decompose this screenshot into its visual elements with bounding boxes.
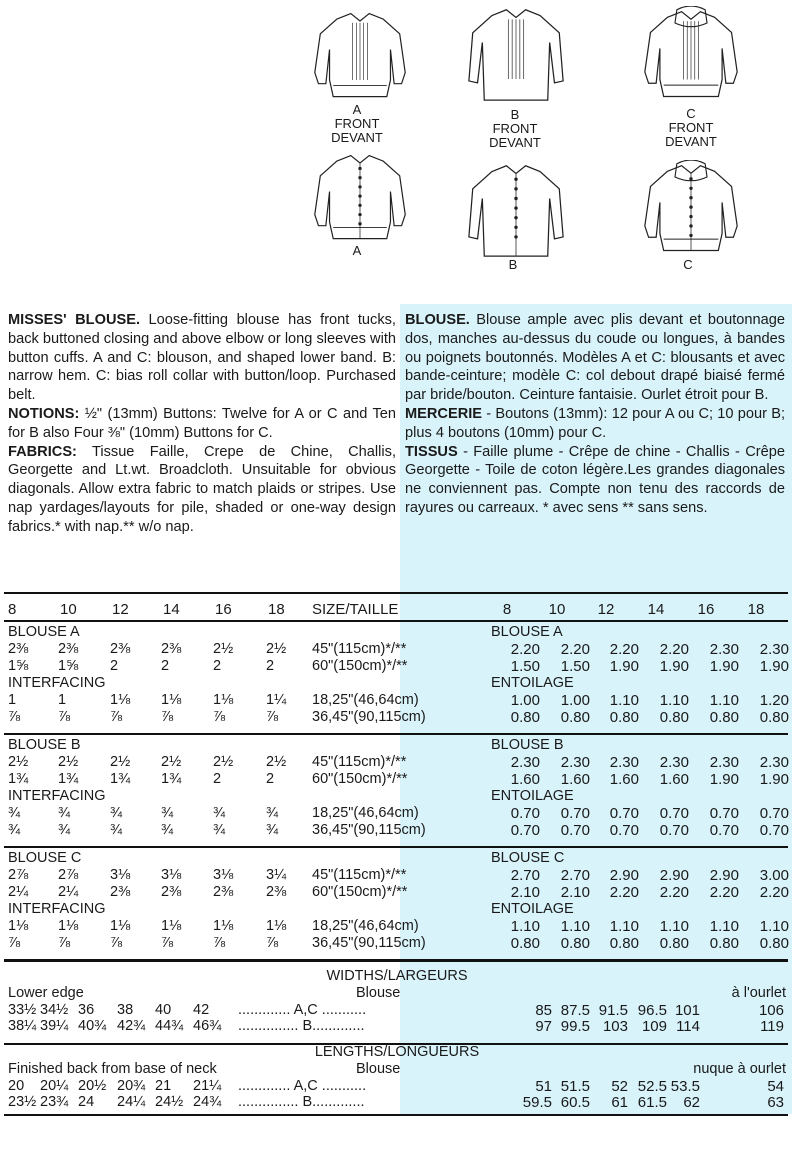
interfacing-row-en: ¾	[8, 805, 21, 821]
size-label: SIZE/TAILLE	[312, 601, 399, 618]
interfacing-row-en: 1⅛	[161, 918, 182, 934]
interfacing-row-metric: 1.10	[560, 918, 590, 935]
lengths-value-cm: 62	[683, 1094, 700, 1111]
interfacing-row-metric: 0.70	[560, 805, 590, 822]
notions-label: NOTIONS:	[8, 405, 80, 422]
view-label-line: C	[686, 106, 696, 121]
fabric-row-en: 1⅝	[8, 658, 29, 674]
interfacing-row-en: ⅞	[58, 709, 71, 725]
interfacing-row-metric: 0.70	[709, 805, 739, 822]
fabric-row-width: 60"(150cm)*/**	[312, 884, 408, 900]
interfacing-label: INTERFACING	[8, 901, 106, 917]
interfacing-row-width: 18,25"(46,64cm)	[312, 692, 419, 708]
lengths-value-cm: 52	[611, 1078, 628, 1095]
blouse-c-back-label	[643, 258, 733, 272]
interfacing-row-width: 18,25"(46,64cm)	[312, 918, 419, 934]
lengths-value-cm: 61.5	[637, 1094, 667, 1111]
fabric-row-metric: 2.30	[609, 754, 639, 771]
fabric-row-metric: 2.30	[709, 754, 739, 771]
fabric-row-metric: 1.90	[759, 658, 789, 675]
interfacing-row-metric: 0.80	[759, 709, 789, 726]
interfacing-row-metric: 0.80	[510, 709, 540, 726]
widths-value-en: 40	[155, 1002, 172, 1018]
interfacing-row-en: ⅞	[110, 709, 123, 725]
size-header: 18	[747, 601, 765, 618]
fabric-row-metric: 2.30	[510, 754, 540, 771]
interfacing-row-en: 1⅛	[58, 918, 79, 934]
interfacing-row-metric: 0.80	[659, 709, 689, 726]
widths-value-en: 34½	[40, 1002, 69, 1018]
fabric-row-en: 2¼	[58, 884, 79, 900]
fabric-row-metric: 2.30	[560, 754, 590, 771]
lengths-view: ............. A,C ...........	[238, 1078, 367, 1094]
fabric-row-metric: 2.10	[510, 884, 540, 901]
widths-value-cm: 103	[602, 1018, 628, 1035]
interfacing-row-en: 1⅛	[110, 918, 131, 934]
fabric-row-en: 3⅛	[161, 867, 182, 883]
fabric-row-en: 1¾	[161, 771, 182, 787]
notions-text: ½" (13mm) Buttons: Twelve for A or C and Ten for B also Four ⅜" (10mm) Buttons for C.	[8, 405, 396, 441]
table-rule	[4, 733, 788, 735]
interfacing-row-en: ¾	[110, 805, 123, 821]
lengths-value-cm: 51.5	[560, 1078, 590, 1095]
interfacing-row-metric: 0.80	[709, 935, 739, 952]
widths-value-en: 39¼	[40, 1018, 69, 1034]
interfacing-label: INTERFACING	[8, 675, 106, 691]
blouse-b-front-label	[470, 108, 560, 150]
widths-mid-heading: Blouse	[356, 985, 401, 1001]
fabric-row-metric: 2.70	[560, 867, 590, 884]
lengths-value-en: 20¾	[117, 1078, 146, 1094]
interfacing-row-metric: 0.70	[560, 822, 590, 839]
interfacing-row-metric: 0.80	[759, 935, 789, 952]
interfacing-row-width: 36,45"(90,115cm)	[312, 709, 426, 725]
widths-value-cm: 119	[760, 1018, 784, 1035]
fabric-row-en: 2⅜	[8, 641, 29, 657]
widths-value-cm: 97	[535, 1018, 552, 1035]
fabric-row-en: 2½	[213, 641, 234, 657]
interfacing-row-metric: 1.00	[560, 692, 590, 709]
fabric-row-width: 45"(115cm)*/**	[312, 867, 407, 883]
section-title: BLOUSE B	[491, 737, 564, 753]
interfacing-row-en: ⅞	[266, 709, 279, 725]
interfacing-row-en: 1⅛	[110, 692, 131, 708]
fabrics-text: Tissue Faille, Crepe de Chine, Challis, Georgette and Lt.wt. Broadcloth. Unsuitable for obvious diagonals. Allow extra fabric to match plaids or stripes. Use nap yardages/layouts for pile, shaded or one-way design fabrics.* with nap.** w/o nap.	[8, 443, 396, 535]
interfacing-row-metric: 0.70	[510, 805, 540, 822]
widths-view: ............... B.............	[238, 1018, 365, 1034]
size-header: 16	[697, 601, 715, 618]
fabric-row-en: 3¼	[266, 867, 287, 883]
fabric-row-metric: 1.90	[609, 658, 639, 675]
widths-value-cm: 87.5	[560, 1002, 590, 1019]
widths-value-en: 42	[193, 1002, 210, 1018]
lengths-value-cm: 54	[767, 1078, 784, 1095]
section-title: BLOUSE A	[8, 624, 80, 640]
fabric-row-en: 2⅜	[266, 884, 287, 900]
interfacing-row-metric: 0.80	[609, 935, 639, 952]
widths-value-en: 40¾	[78, 1018, 107, 1034]
widths-view: ............. A,C ...........	[238, 1002, 367, 1018]
description-body: Blouse ample avec plis devant et boutonnage dos, manches au-dessus du coude ou longues, à bandes ou poignets boutonnés. Modèles A et C: blousants et avec bande-ceinture; modèle C: col debout drapé biaisé fermé par bride/bouton. Ceinture fantaisie. Ourlet étroit pour B.	[405, 312, 785, 404]
lengths-value-en: 24	[78, 1094, 95, 1110]
fabric-row-en: 2	[110, 658, 119, 674]
lengths-value-cm: 63	[767, 1094, 784, 1111]
interfacing-row-metric: 0.80	[560, 935, 590, 952]
fabric-row-metric: 2.30	[759, 641, 789, 658]
interfacing-row-metric: 0.70	[759, 805, 789, 822]
description-title: MISSES' BLOUSE.	[8, 312, 141, 328]
fabric-row-metric: 2.20	[560, 641, 590, 658]
fabric-row-en: 1¾	[58, 771, 79, 787]
lengths-title: LENGTHS/LONGUEURS	[314, 1044, 480, 1060]
interfacing-row-metric: 0.80	[709, 709, 739, 726]
blouse-a-front-drawing	[305, 8, 415, 104]
fabric-row-metric: 1.50	[560, 658, 590, 675]
fabric-row-en: 2⅞	[58, 867, 79, 883]
table-rule	[4, 620, 788, 622]
fabric-row-en: 2⅜	[110, 884, 131, 900]
interfacing-row-metric: 1.20	[759, 692, 789, 709]
interfacing-row-en: 1	[8, 692, 17, 708]
notions-label: MERCERIE	[405, 405, 483, 422]
view-label-line: B	[508, 257, 518, 272]
fabric-row-en: 2½	[110, 754, 131, 770]
size-header: 10	[548, 601, 566, 618]
notions-text: - Boutons (13mm): 12 pour A ou C; 10 pour B; plus 4 boutons (10mm) pour C.	[405, 405, 785, 441]
interfacing-row-en: 1¼	[266, 692, 287, 708]
blouse-a-front-label	[312, 103, 402, 145]
view-label-line: A	[352, 102, 362, 117]
blouse-c-front-label	[646, 107, 736, 149]
lengths-value-en: 23½	[8, 1094, 37, 1110]
widths-value-en: 46¾	[193, 1018, 222, 1034]
size-header: 18	[268, 601, 285, 618]
interfacing-row-metric: 1.10	[709, 692, 739, 709]
interfacing-row-metric: 0.70	[609, 822, 639, 839]
interfacing-row-metric: 1.10	[709, 918, 739, 935]
size-header: 8	[8, 601, 17, 618]
interfacing-row-en: ¾	[161, 822, 174, 838]
size-header: 16	[215, 601, 232, 618]
fabric-row-metric: 2.20	[609, 884, 639, 901]
interfacing-row-en: ¾	[8, 822, 21, 838]
lengths-value-en: 21¼	[193, 1078, 222, 1094]
table-rule	[4, 959, 788, 962]
lengths-value-cm: 53.5	[670, 1078, 700, 1095]
fabric-row-metric: 1.90	[709, 771, 739, 788]
widths-value-en: 36	[78, 1002, 95, 1018]
widths-left-heading: Lower edge	[8, 985, 84, 1001]
description-english	[8, 311, 396, 537]
widths-title: WIDTHS/LARGEURS	[326, 968, 468, 984]
view-label-line: DEVANT	[665, 134, 717, 149]
interfacing-row-en: 1⅛	[213, 692, 234, 708]
widths-value-cm: 99.5	[560, 1018, 590, 1035]
fabric-row-metric: 1.60	[659, 771, 689, 788]
widths-value-cm: 106	[758, 1002, 784, 1019]
widths-value-en: 44¾	[155, 1018, 184, 1034]
lengths-mid-heading: Blouse	[356, 1061, 401, 1077]
blouse-a-back-drawing	[305, 150, 415, 246]
blouse-b-back-label	[468, 258, 558, 272]
lengths-value-cm: 51	[535, 1078, 552, 1095]
interfacing-row-en: ⅞	[8, 935, 21, 951]
interfacing-row-en: ⅞	[161, 709, 174, 725]
table-rule	[4, 1114, 788, 1116]
interfacing-row-en: ¾	[266, 822, 279, 838]
fabric-row-metric: 2.90	[659, 867, 689, 884]
fabric-row-metric: 2.70	[510, 867, 540, 884]
blouse-c-front-drawing	[636, 6, 746, 104]
interfacing-row-metric: 0.70	[659, 805, 689, 822]
fabric-row-en: 2⅜	[213, 884, 234, 900]
lengths-value-en: 20	[8, 1078, 25, 1094]
fabric-row-en: 2	[266, 658, 275, 674]
lengths-value-cm: 52.5	[637, 1078, 667, 1095]
fabric-row-en: 2	[213, 658, 222, 674]
interfacing-label: INTERFACING	[8, 788, 106, 804]
description-french	[405, 311, 785, 518]
widths-value-en: 38	[117, 1002, 134, 1018]
lengths-right-heading: nuque à ourlet	[693, 1061, 786, 1077]
interfacing-row-metric: 0.70	[709, 822, 739, 839]
interfacing-row-metric: 1.10	[510, 918, 540, 935]
lengths-value-cm: 60.5	[560, 1094, 590, 1111]
view-label-line: FRONT	[668, 120, 714, 135]
fabric-row-en: 1¾	[110, 771, 131, 787]
fabric-row-en: 2⅜	[161, 884, 182, 900]
lengths-value-en: 24¾	[193, 1094, 222, 1110]
view-label-line: DEVANT	[331, 130, 383, 145]
fabric-row-metric: 2.90	[709, 867, 739, 884]
fabric-row-en: 3⅛	[213, 867, 234, 883]
fabric-row-en: 2½	[8, 754, 29, 770]
fabric-row-metric: 1.90	[709, 658, 739, 675]
fabrics-label: FABRICS:	[8, 443, 77, 460]
fabric-row-metric: 2.20	[659, 884, 689, 901]
lengths-value-en: 21	[155, 1078, 172, 1094]
fabric-row-metric: 2.20	[659, 641, 689, 658]
lengths-left-heading: Finished back from base of neck	[8, 1061, 217, 1077]
interfacing-row-metric: 0.70	[659, 822, 689, 839]
fabric-row-en: 2½	[213, 754, 234, 770]
blouse-b-back-drawing	[460, 160, 572, 260]
fabric-row-metric: 1.90	[759, 771, 789, 788]
view-label-line: FRONT	[492, 121, 538, 136]
fabric-row-en: 2⅜	[58, 641, 79, 657]
interfacing-row-en: ¾	[58, 805, 71, 821]
fabric-row-en: 1¾	[8, 771, 29, 787]
lengths-value-en: 23¾	[40, 1094, 69, 1110]
interfacing-row-en: ¾	[266, 805, 279, 821]
widths-value-en: 38¼	[8, 1018, 37, 1034]
fabric-row-metric: 2.30	[709, 641, 739, 658]
fabric-row-en: 2½	[266, 641, 287, 657]
interfacing-row-en: ⅞	[266, 935, 279, 951]
interfacing-row-metric: 0.80	[609, 709, 639, 726]
interfacing-row-en: ⅞	[213, 709, 226, 725]
widths-right-heading: à l'ourlet	[731, 985, 786, 1001]
interfacing-row-en: 1⅛	[8, 918, 29, 934]
fabric-row-width: 45"(115cm)*/**	[312, 754, 407, 770]
interfacing-row-metric: 0.70	[510, 822, 540, 839]
interfacing-row-metric: 0.80	[560, 709, 590, 726]
view-label-line: C	[683, 257, 693, 272]
fabric-row-metric: 2.10	[560, 884, 590, 901]
size-header: 10	[60, 601, 77, 618]
fabric-row-en: 2⅞	[8, 867, 29, 883]
interfacing-row-en: ⅞	[8, 709, 21, 725]
interfacing-row-en: ¾	[213, 805, 226, 821]
fabric-row-en: 1⅝	[58, 658, 79, 674]
section-title: BLOUSE C	[491, 850, 565, 866]
size-header: 12	[597, 601, 615, 618]
interfacing-row-metric: 0.80	[659, 935, 689, 952]
fabric-row-metric: 1.50	[510, 658, 540, 675]
view-label-line: FRONT	[334, 116, 380, 131]
fabric-row-en: 2¼	[8, 884, 29, 900]
interfacing-row-en: ⅞	[161, 935, 174, 951]
widths-value-cm: 109	[641, 1018, 667, 1035]
interfacing-row-en: ⅞	[58, 935, 71, 951]
fabric-row-metric: 2.20	[510, 641, 540, 658]
fabric-row-en: 2½	[266, 754, 287, 770]
widths-value-en: 33½	[8, 1002, 37, 1018]
interfacing-row-en: 1⅛	[161, 692, 182, 708]
interfacing-row-en: ¾	[213, 822, 226, 838]
interfacing-row-metric: 1.00	[510, 692, 540, 709]
fabric-row-metric: 2.20	[709, 884, 739, 901]
widths-value-cm: 85	[535, 1002, 552, 1019]
fabric-row-metric: 2.30	[659, 754, 689, 771]
lengths-value-en: 24¼	[117, 1094, 146, 1110]
interfacing-row-metric: 1.10	[609, 918, 639, 935]
interfacing-row-metric: 0.70	[609, 805, 639, 822]
lengths-view: ............... B.............	[238, 1094, 365, 1110]
size-header: 14	[163, 601, 180, 618]
fabric-row-width: 60"(150cm)*/**	[312, 658, 408, 674]
interfacing-row-metric: 0.80	[510, 935, 540, 952]
size-header: 12	[112, 601, 129, 618]
fabric-row-metric: 2.20	[609, 641, 639, 658]
interfacing-row-en: 1⅛	[266, 918, 287, 934]
interfacing-row-en: ¾	[161, 805, 174, 821]
fabric-row-en: 2⅜	[161, 641, 182, 657]
interfacing-row-en: ¾	[58, 822, 71, 838]
fabric-row-en: 2	[266, 771, 275, 787]
section-title: BLOUSE C	[8, 850, 82, 866]
lengths-value-cm: 59.5	[522, 1094, 552, 1111]
interfacing-row-width: 36,45"(90,115cm)	[312, 935, 426, 951]
lengths-value-en: 20¼	[40, 1078, 69, 1094]
blouse-b-front-drawing	[460, 4, 572, 104]
fabric-row-metric: 1.60	[560, 771, 590, 788]
table-rule	[4, 846, 788, 848]
table-rule	[4, 592, 788, 594]
widths-value-cm: 96.5	[637, 1002, 667, 1019]
size-header: 14	[647, 601, 665, 618]
fabrics-label: TISSUS	[405, 443, 458, 460]
interfacing-row-en: 1⅛	[213, 918, 234, 934]
fabric-row-metric: 2.90	[609, 867, 639, 884]
description-title: BLOUSE.	[405, 312, 470, 328]
fabric-row-en: 2	[161, 658, 170, 674]
section-title: BLOUSE B	[8, 737, 81, 753]
fabric-row-en: 2	[213, 771, 222, 787]
view-label-line: B	[510, 107, 520, 122]
fabric-row-en: 2½	[58, 754, 79, 770]
blouse-a-back-label	[312, 244, 402, 258]
widths-value-cm: 91.5	[598, 1002, 628, 1019]
interfacing-row-en: ⅞	[110, 935, 123, 951]
view-label-line: DEVANT	[489, 135, 541, 150]
widths-value-cm: 101	[674, 1002, 700, 1019]
widths-value-cm: 114	[676, 1018, 700, 1035]
fabric-row-en: 3⅛	[110, 867, 131, 883]
fabric-row-metric: 1.90	[659, 658, 689, 675]
fabric-row-width: 45"(115cm)*/**	[312, 641, 407, 657]
interfacing-row-metric: 1.10	[609, 692, 639, 709]
interfacing-row-metric: 0.70	[759, 822, 789, 839]
fabrics-text: - Faille plume - Crêpe de chine - Challis - Crêpe Georgette - Toile de coton légère.Les grandes diagonales ne conviennent pas. Compte non tenu des raccords de rayures ou carreaux. * avec sens ** sans sens.	[405, 443, 785, 516]
view-label-line: A	[352, 243, 362, 258]
interfacing-row-metric: 1.10	[759, 918, 789, 935]
fabric-row-en: 2½	[161, 754, 182, 770]
fabric-row-width: 60"(150cm)*/**	[312, 771, 408, 787]
interfacing-row-en: ¾	[110, 822, 123, 838]
lengths-value-cm: 61	[611, 1094, 628, 1111]
blouse-c-back-drawing	[636, 160, 746, 258]
fabric-row-metric: 1.60	[510, 771, 540, 788]
lengths-value-en: 24½	[155, 1094, 184, 1110]
fabric-row-metric: 2.20	[759, 884, 789, 901]
fabric-row-metric: 3.00	[759, 867, 789, 884]
interfacing-label: ENTOILAGE	[491, 788, 574, 804]
interfacing-row-en: 1	[58, 692, 67, 708]
interfacing-row-en: ⅞	[213, 935, 226, 951]
size-header: 8	[502, 601, 512, 618]
interfacing-row-metric: 1.10	[659, 918, 689, 935]
interfacing-row-width: 18,25"(46,64cm)	[312, 805, 419, 821]
fabric-row-metric: 1.60	[609, 771, 639, 788]
fabric-row-en: 2⅜	[110, 641, 131, 657]
interfacing-label: ENTOILAGE	[491, 901, 574, 917]
section-title: BLOUSE A	[491, 624, 563, 640]
fabric-row-metric: 2.30	[759, 754, 789, 771]
interfacing-label: ENTOILAGE	[491, 675, 574, 691]
description-body: Loose-fitting blouse has front tucks, back buttoned closing and above elbow or long sleeves with button cuffs. A and C: blouson, and shaped lower band. B: narrow hem. C: bias roll collar with button/loop. Purchased belt.	[8, 312, 396, 404]
lengths-value-en: 20½	[78, 1078, 107, 1094]
interfacing-row-metric: 1.10	[659, 692, 689, 709]
widths-value-en: 42¾	[117, 1018, 146, 1034]
interfacing-row-width: 36,45"(90,115cm)	[312, 822, 426, 838]
